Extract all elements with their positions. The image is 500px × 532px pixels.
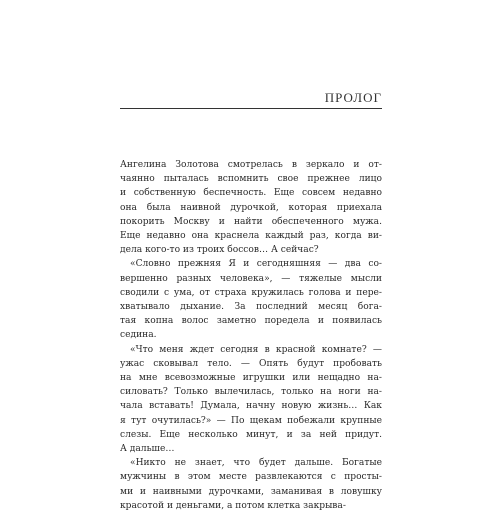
paragraph [120, 257, 382, 342]
page-body [120, 158, 382, 513]
chapter-title: ПРОЛОГ [324, 90, 382, 105]
text-line: чала вставать! Думала, начну новую жизнь… Как [120, 401, 382, 412]
text-line: слезы. Еще несколько минут, и за ней придут. [120, 429, 382, 440]
text-line: сводили с ума, от страха кружилась голова и пере- [120, 287, 382, 298]
text-line: чаянно пыталась вспомнить свое прежнее лицо [120, 174, 382, 185]
paragraph [120, 158, 382, 257]
text-line: «Что меня ждет сегодня в красной комнате? — [130, 344, 382, 355]
text-line: А дальше… [120, 444, 175, 455]
text-line: она была наивной дурочкой, которая приехала [120, 202, 382, 213]
text-line: ужас сковывал тело. — Опять будут пробовать [120, 358, 382, 369]
text-line: дела кого-то из троих боссов… А сейчас? [120, 245, 319, 256]
text-line: ми и наивными дурочками, заманивая в ловушку [120, 486, 382, 497]
text-line: и собственную беспечность. Еще совсем недавно [120, 188, 382, 199]
text-line: красотой и деньгами, а потом клетка закрыва- [120, 500, 346, 511]
text-line: я тут очутилась?» — По щекам побежали крупные [120, 415, 382, 426]
text-line: мужчины в этом месте развлекаются с просты- [120, 472, 382, 483]
text-line: покорить Москву и найти обеспеченного мужа. [120, 216, 382, 227]
text-line: «Словно прежняя Я и сегодняшняя — два со- [130, 259, 382, 270]
text-line: седина. [120, 330, 157, 341]
text-line: «Никто не знает, что будет дальше. Богатые [130, 458, 382, 469]
text-line: на мне всевозможные игрушки или нещадно на- [120, 373, 382, 384]
text-line: тая копна волос заметно поредела и появилась [120, 316, 382, 327]
paragraph [120, 343, 382, 457]
text-line: вершенно разных человека», — тяжелые мысли [120, 273, 382, 284]
text-line: Ангелина Золотова смотрелась в зеркало и от- [120, 160, 382, 170]
text-line: Еще недавно она краснела каждый раз, когда ви- [120, 231, 382, 242]
text-line: силовать? Только вылечилась, только на ноги на- [120, 387, 382, 398]
header-divider [120, 108, 382, 109]
paragraph [120, 456, 382, 513]
text-line: хватывало дыхание. За последний месяц богa- [120, 302, 382, 313]
page-header [120, 90, 382, 106]
